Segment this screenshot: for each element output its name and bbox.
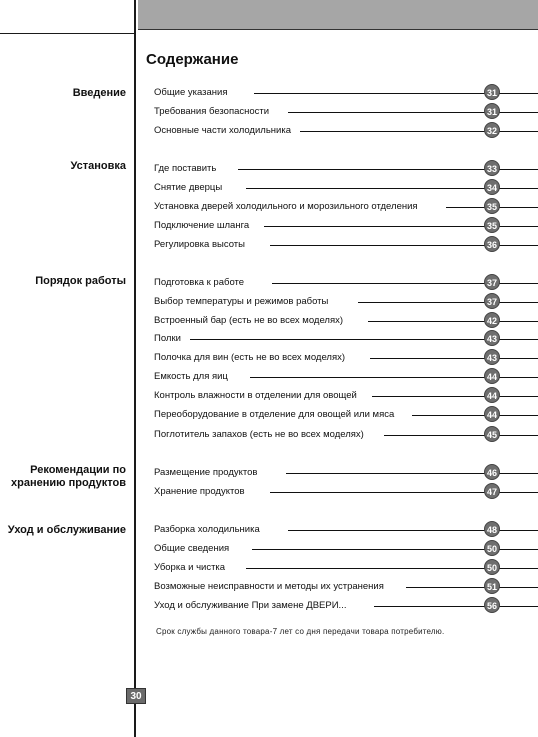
header-bar [138,0,538,30]
service-life-note: Срок службы данного товара-7 лет со дня передачи товара потребителю. [156,627,445,636]
toc-item-text: Общие указания [154,86,234,100]
leader-line [384,435,538,436]
page-badge: 51 [484,578,500,594]
toc-item[interactable] [154,599,538,613]
toc-item-text: Разборка холодильника [154,523,266,537]
leader-line [368,321,538,322]
section-label-installation: Установка [70,160,126,172]
page-badge: 32 [484,122,500,138]
toc-item[interactable] [154,485,538,499]
toc-item-text: Уборка и чистка [154,561,231,575]
page-badge: 34 [484,179,500,195]
leader-line [288,112,538,113]
toc-item[interactable] [154,580,538,594]
page-badge: 35 [484,198,500,214]
toc-item-text: Емкость для яиц [154,370,234,384]
page-badge: 37 [484,274,500,290]
toc-item[interactable] [154,428,538,442]
toc-item[interactable] [154,86,538,100]
leader-line [412,415,538,416]
toc-item-text: Размещение продуктов [154,466,263,480]
page-badge: 43 [484,330,500,346]
leader-line [406,587,538,588]
toc-item-text: Поглотитель запахов (есть не во всех моделях) [154,428,370,442]
toc-item[interactable] [154,466,538,480]
toc-item[interactable] [154,314,538,328]
leader-line [370,358,538,359]
toc-item[interactable] [154,181,538,195]
toc-item-text: Полки [154,332,187,346]
toc-item-text: Хранение продуктов [154,485,251,499]
leader-line [358,302,538,303]
section-label-operation: Порядок работы [35,275,126,287]
page-badge: 44 [484,406,500,422]
leader-line [374,606,538,607]
toc-item[interactable] [154,542,538,556]
toc-item[interactable] [154,561,538,575]
toc-item-text: Основные части холодильника [154,124,297,138]
toc-item[interactable] [154,219,538,233]
toc-item-text: Установка дверей холодильного и морозильного отделения [154,200,424,214]
page-number: 30 [126,688,146,704]
leader-line [300,131,538,132]
toc-item-text: Возможные неисправности и методы их устранения [154,580,390,594]
page-title: Содержание [146,51,239,68]
page-badge: 33 [484,160,500,176]
toc-item-text: Встроенный бар (есть не во всех моделях) [154,314,349,328]
toc-item[interactable] [154,295,538,309]
page-badge: 45 [484,426,500,442]
section-label-care: Уход и обслуживание [7,524,126,536]
toc-item-text: Полочка для вин (есть не во всех моделях) [154,351,351,365]
page-badge: 46 [484,464,500,480]
section-label-intro: Введение [72,87,126,99]
page-badge: 50 [484,540,500,556]
page-badge: 47 [484,483,500,499]
top-rule [0,33,134,34]
toc-item-text: Снятие дверцы [154,181,228,195]
toc-item[interactable] [154,408,538,422]
toc-item-text: Подготовка к работе [154,276,250,290]
page-badge: 44 [484,387,500,403]
leader-line [288,530,538,531]
toc-item[interactable] [154,389,538,403]
toc-item[interactable] [154,238,538,252]
page-badge: 44 [484,368,500,384]
page-badge: 35 [484,217,500,233]
toc-item-text: Переоборудование в отделение для овощей или мяса [154,408,400,422]
page-badge: 48 [484,521,500,537]
toc-item[interactable] [154,523,538,537]
toc-item-text: Регулировка высоты [154,238,251,252]
page-badge: 36 [484,236,500,252]
page-badge: 50 [484,559,500,575]
toc-item[interactable] [154,351,538,365]
toc-item-text: Общие сведения [154,542,235,556]
toc-item[interactable] [154,105,538,119]
leader-line [372,396,538,397]
toc-item-text: Выбор температуры и режимов работы [154,295,334,309]
toc-item[interactable] [154,370,538,384]
section-label-storage: Рекомендации по хранению продуктов [11,464,126,489]
toc-item[interactable] [154,162,538,176]
toc-item[interactable] [154,200,538,214]
toc-item-text: Где поставить [154,162,222,176]
page-badge: 43 [484,349,500,365]
page-badge: 37 [484,293,500,309]
toc-item[interactable] [154,332,538,346]
toc-item-text: Требования безопасности [154,105,275,119]
toc-item-text: Уход и обслуживание При замене ДВЕРИ... [154,599,352,613]
toc-item-text: Контроль влажности в отделении для овощей [154,389,363,403]
leader-line [286,473,538,474]
toc-item[interactable] [154,276,538,290]
page-badge: 42 [484,312,500,328]
page-badge: 31 [484,84,500,100]
toc-item[interactable] [154,124,538,138]
page-badge: 56 [484,597,500,613]
page-badge: 31 [484,103,500,119]
toc-item-text: Подключение шланга [154,219,255,233]
vertical-divider [134,0,136,737]
